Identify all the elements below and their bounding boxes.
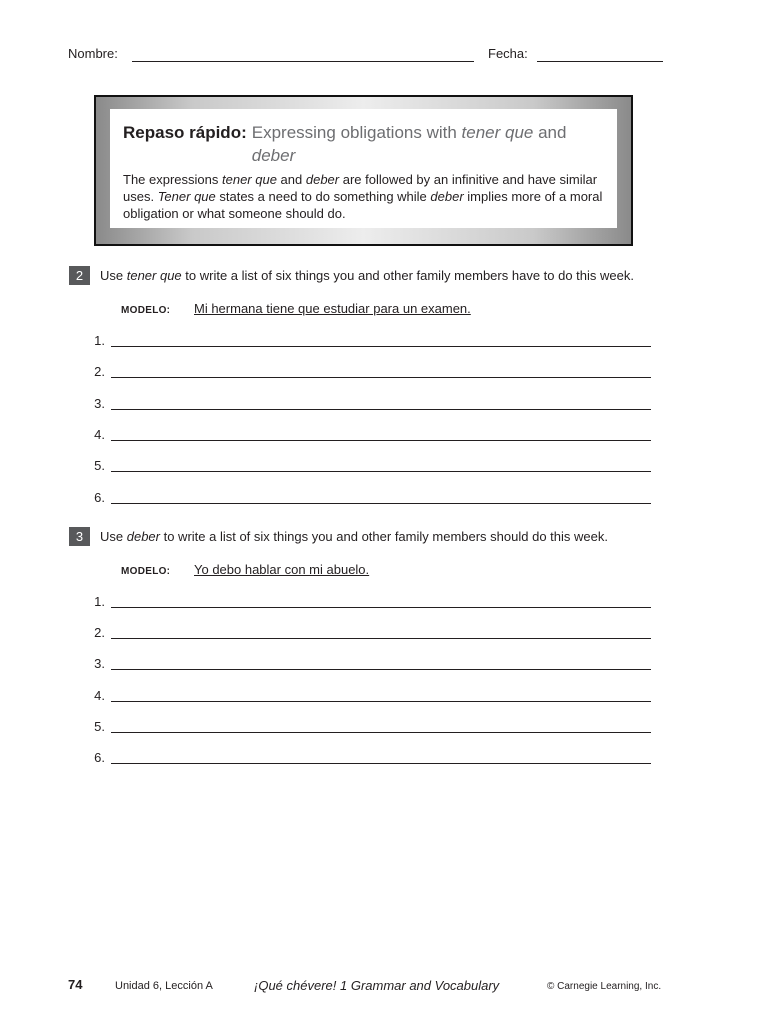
line-number: 4. [94,688,105,703]
modelo-example: Mi hermana tiene que estudiar para un examen. [194,301,471,316]
answer-line[interactable] [87,364,651,382]
review-title [123,121,603,167]
line-number: 2. [94,625,105,640]
answer-line[interactable] [87,750,651,768]
line-number: 1. [94,333,105,348]
answer-line[interactable] [87,490,651,508]
activity-number-badge: 3 [69,527,90,546]
answer-line[interactable] [87,458,651,476]
line-number: 5. [94,458,105,473]
footer-copyright: © Carnegie Learning, Inc. [547,981,662,992]
modelo-label: MODELO: [121,566,171,577]
line-number: 1. [94,594,105,609]
answer-line[interactable] [87,594,651,612]
line-number: 6. [94,490,105,505]
answer-line[interactable] [87,625,651,643]
review-label: Repaso rápido: [123,123,247,142]
line-number: 6. [94,750,105,765]
answer-line[interactable] [87,427,651,445]
line-number: 3. [94,396,105,411]
line-number: 3. [94,656,105,671]
line-number: 4. [94,427,105,442]
answer-line[interactable] [87,396,651,414]
modelo-label: MODELO: [121,305,171,316]
footer-unit: Unidad 6, Lección A [115,980,213,992]
activity-instructions: Use deber to write a list of six things you and other family members should do this week. [100,529,608,544]
footer-book-title: ¡Qué chévere! 1 Grammar and Vocabulary [254,978,500,993]
answer-line[interactable] [87,333,651,351]
name-label: Nombre: [68,46,118,61]
activity-instructions: Use tener que to write a list of six things you and other family members have to do this week. [100,268,634,283]
review-box [94,95,633,246]
activity-number-badge: 2 [69,266,90,285]
line-number: 2. [94,364,105,379]
review-box-content [110,109,617,228]
page-number: 74 [68,977,83,992]
answer-line[interactable] [87,719,651,737]
answer-line[interactable] [87,688,651,706]
review-topic: Expressing obligations with tener que and deber [251,123,567,165]
date-label: Fecha: [488,46,528,61]
date-field[interactable] [537,61,663,62]
review-body: The expressions tener que and deber are followed by an infinitive and have similar uses. Tener que states a need to do something while deber implies more of a moral obligation or what someone should do. [123,172,603,221]
answer-line[interactable] [87,656,651,674]
modelo-example: Yo debo hablar con mi abuelo. [194,562,370,577]
name-field[interactable] [132,61,474,62]
line-number: 5. [94,719,105,734]
